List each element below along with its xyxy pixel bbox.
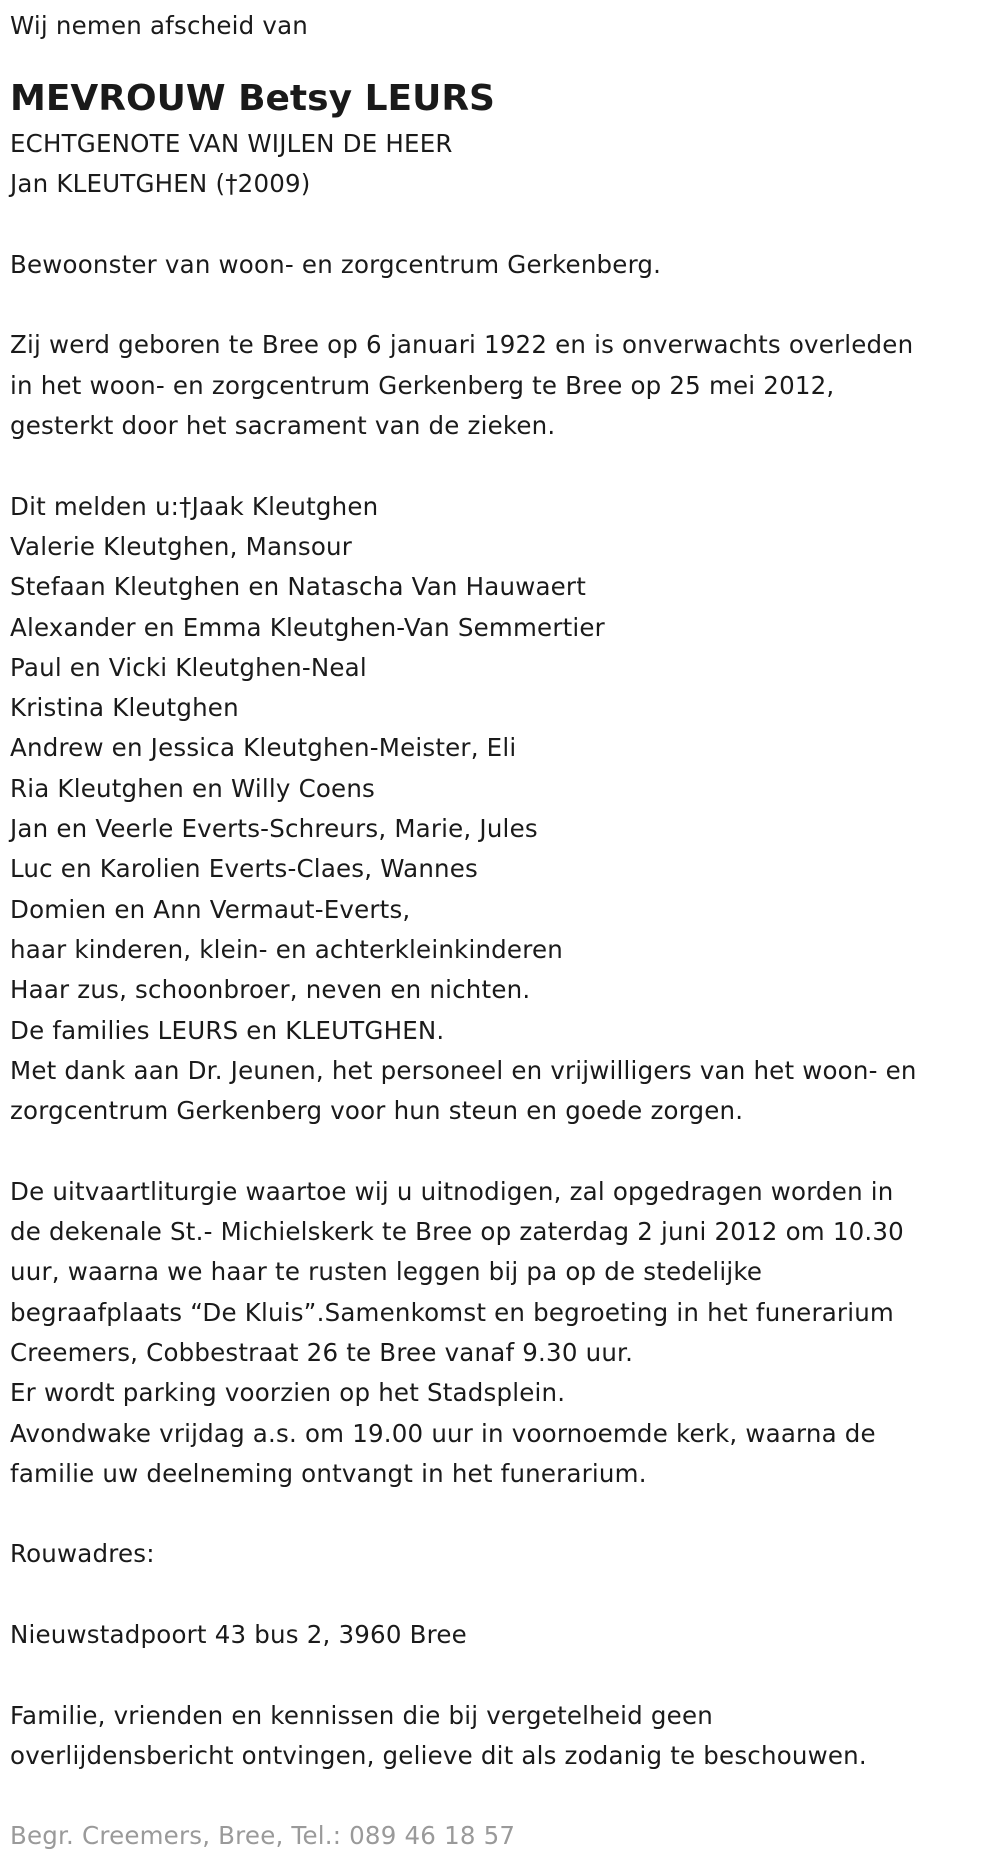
closing-paragraph bbox=[10, 1696, 995, 1777]
spouse-name: Jan KLEUTGHEN (†2009) bbox=[10, 169, 311, 199]
spacer bbox=[10, 1776, 995, 1816]
funeral-home-footer: Begr. Creemers, Bree, Tel.: 089 46 18 57 bbox=[10, 1821, 516, 1851]
announcer-line: haar kinderen, klein- en achterkleinkinderen bbox=[10, 934, 563, 964]
paragraph-line: Zij werd geboren te Bree op 6 januari 1922 en is onverwachts overleden bbox=[10, 330, 914, 360]
paragraph-line: Familie, vrienden en kennissen die bij vergetelheid geen bbox=[10, 1700, 713, 1730]
paragraph-line: de dekenale St.- Michielskerk te Bree op zaterdag 2 juni 2012 om 10.30 bbox=[10, 1217, 904, 1247]
deceased-name: MEVROUW Betsy LEURS bbox=[10, 78, 495, 119]
paragraph-line: begraafplaats “De Kluis”.Samenkomst en begroeting in het funerarium bbox=[10, 1297, 894, 1327]
spouse-line: ECHTGENOTE VAN WIJLEN DE HEER bbox=[10, 129, 453, 158]
announcer-line: Haar zus, schoonbroer, neven en nichten. bbox=[10, 975, 531, 1005]
announcer-line: zorgcentrum Gerkenberg voor hun steun en goede zorgen. bbox=[10, 1096, 744, 1126]
announcer-line: Met dank aan Dr. Jeunen, het personeel en vrijwilligers van het woon- en bbox=[10, 1055, 917, 1085]
announcer-line: Stefaan Kleutghen en Natascha Van Hauwaert bbox=[10, 572, 587, 602]
spacer bbox=[10, 1131, 995, 1171]
birth-death-paragraph bbox=[10, 325, 995, 446]
announcer-line: Valerie Kleutghen, Mansour bbox=[10, 531, 353, 561]
residence-text: Bewoonster van woon- en zorgcentrum Gerkenberg. bbox=[10, 249, 662, 279]
announcer-line: Andrew en Jessica Kleutghen-Meister, Eli bbox=[10, 733, 517, 763]
announcer-line: Dit melden u:†Jaak Kleutghen bbox=[10, 491, 379, 521]
paragraph-line: Creemers, Cobbestraat 26 te Bree vanaf 9.30 uur. bbox=[10, 1337, 634, 1367]
spacer bbox=[10, 1494, 995, 1534]
spacer bbox=[10, 1655, 995, 1695]
announcer-line: Alexander en Emma Kleutghen-Van Semmertier bbox=[10, 612, 605, 642]
address-label: Rouwadres: bbox=[10, 1539, 155, 1569]
announcer-line: Luc en Karolien Everts-Claes, Wannes bbox=[10, 854, 479, 884]
announcer-line: Domien en Ann Vermaut-Everts, bbox=[10, 894, 411, 924]
intro-text: Wij nemen afscheid van bbox=[10, 11, 309, 40]
paragraph-line: Er wordt parking voorzien op het Stadsplein. bbox=[10, 1378, 566, 1408]
announcers-list bbox=[10, 487, 995, 1132]
spacer bbox=[10, 446, 995, 486]
spacer bbox=[10, 205, 995, 245]
paragraph-line: Avondwake vrijdag a.s. om 19.00 uur in voornoemde kerk, waarna de bbox=[10, 1418, 876, 1448]
announcer-line: Kristina Kleutghen bbox=[10, 693, 239, 723]
obituary-notice bbox=[10, 6, 995, 1857]
spacer bbox=[10, 1575, 995, 1615]
paragraph-line: De uitvaartliturgie waartoe wij u uitnodigen, zal opgedragen worden in bbox=[10, 1176, 894, 1206]
paragraph-line: overlijdensbericht ontvingen, gelieve dit als zodanig te beschouwen. bbox=[10, 1740, 867, 1770]
paragraph-line: uur, waarna we haar te rusten leggen bij pa op de stedelijke bbox=[10, 1257, 763, 1287]
spacer bbox=[10, 285, 995, 325]
announcer-line: Paul en Vicki Kleutghen-Neal bbox=[10, 652, 367, 682]
paragraph-line: familie uw deelneming ontvangt in het funerarium. bbox=[10, 1458, 647, 1488]
paragraph-line: in het woon- en zorgcentrum Gerkenberg te Bree op 25 mei 2012, bbox=[10, 370, 835, 400]
mourning-address: Nieuwstadpoort 43 bus 2, 3960 Bree bbox=[10, 1619, 467, 1649]
paragraph-line: gesterkt door het sacrament van de zieken. bbox=[10, 411, 556, 441]
announcer-line: Jan en Veerle Everts-Schreurs, Marie, Jules bbox=[10, 814, 538, 844]
announcer-line: Ria Kleutghen en Willy Coens bbox=[10, 773, 376, 803]
funeral-paragraph bbox=[10, 1172, 995, 1494]
announcer-line: De families LEURS en KLEUTGHEN. bbox=[10, 1015, 445, 1045]
